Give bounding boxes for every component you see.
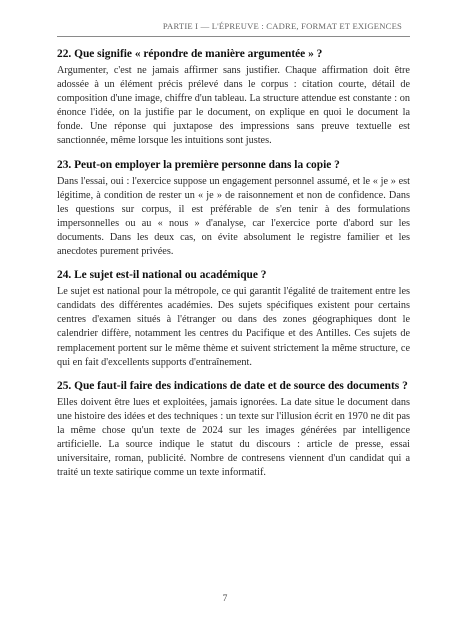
running-header: PARTIE I — L'ÉPREUVE : CADRE, FORMAT ET EXIGENCES [162, 21, 402, 31]
question-block-22 [57, 47, 410, 149]
question-heading: 24. Le sujet est-il national ou académique ? [57, 269, 267, 282]
question-heading: 23. Peut-on employer la première personne dans la copie ? [57, 158, 340, 171]
header-divider [57, 36, 410, 37]
question-block-25 [57, 379, 410, 481]
answer-paragraph: Le sujet est national pour la métropole, ce qui garantit l'égalité de traitement entre les candidats des différentes académies. Des sujets spécifiques existent pour certains centres d'examen situés à l'étranger ou dans des zones géographiques dont le calendrier diffère, notamment les centres du Pacifique et des Antilles. Ces sujets de remplacement portent sur le même thème et suivent strictement la même structure, ce qui en fait d'excellents supports d'entraînement. [57, 286, 410, 368]
question-heading: 25. Que faut-il faire des indications de date et de source des documents ? [57, 379, 408, 392]
answer-paragraph: Elles doivent être lues et exploitées, jamais ignorées. La date situe le document dans une histoire des idées et des techniques : un texte sur l'illusion écrit en 1970 ne dit pas la même chose qu'un texte de 2024 sur les images générées par intelligence artificielle. La source indique le statut du discours : article de presse, essai universitaire, roman, publicité. Nombre de contresens viennent d'un candidat qui a traité un texte satirique comme un texte informatif. [57, 396, 410, 479]
answer-paragraph: Dans l'essai, oui : l'exercice suppose un engagement personnel assumé, et le « je » est légitime, à condition de rester un « je » de raisonnement et non de confidence. Dans les questions sur corpus, il est préférable de s'en tenir à des formulations impersonnelles ou au « nous » d'analyse, car l'exercice porte d'abord sur les documents. Dans les deux cas, on évite absolument le registre familier et les anecdotes purement privées. [57, 175, 410, 258]
page-content [57, 47, 410, 489]
question-block-23 [57, 158, 410, 260]
question-heading: 22. Que signifie « répondre de manière argumentée » ? [57, 48, 323, 60]
page-number: 7 [222, 594, 228, 604]
answer-paragraph: Argumenter, c'est ne jamais affirmer sans justifier. Chaque affirmation doit être adossée à un élément précis prélevé dans le corpus : citation courte, détail de composition d'une image, chiffre d'un tableau. La structure attendue est constante : on énonce l'idée, on la justifie par le document, on explique en quoi le document la fonde. Une réponse qui juxtapose des impressions sans preuve textuelle est sanctionnée, même lorsque les intuitions sont justes. [57, 65, 410, 147]
question-block-24 [57, 268, 410, 370]
